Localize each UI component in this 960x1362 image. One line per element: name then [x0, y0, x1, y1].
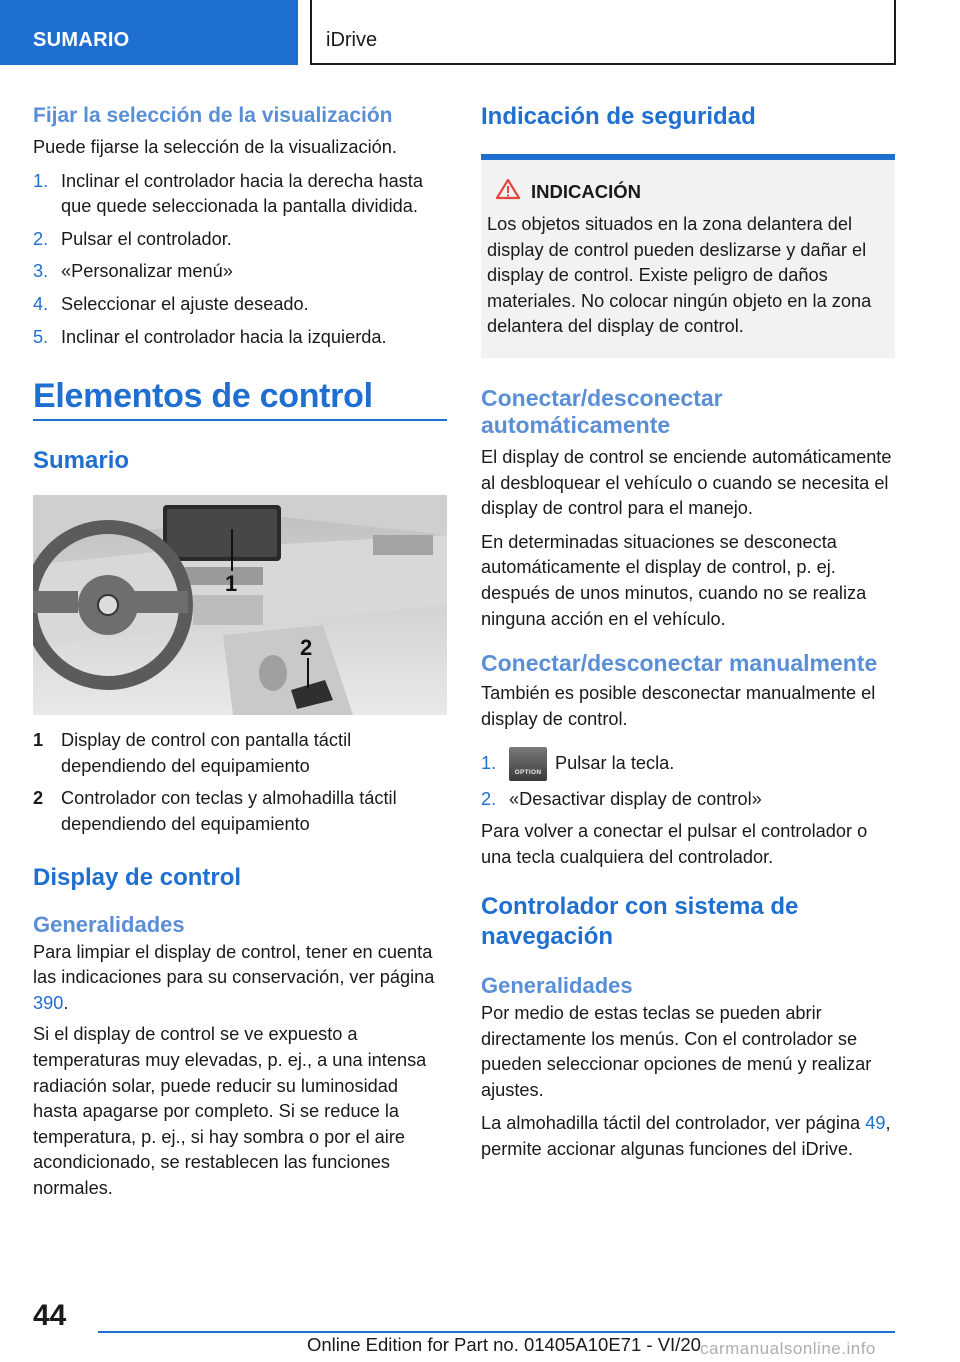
list-item	[33, 728, 447, 779]
notice-box	[481, 154, 895, 358]
display-heading: Display de control	[33, 863, 242, 891]
legend-number: 2	[33, 788, 44, 809]
photo-legend	[33, 728, 447, 837]
fix-selection-intro: Puede fijarse la selección de la visualización.	[33, 137, 397, 157]
page-link-49[interactable]: 49	[865, 1113, 886, 1134]
nav-paragraph-1: Por medio de estas teclas se pueden abrir directamente los menús. Con el controlador se pueden seleccionar opciones de menú y realizar ajustes.	[481, 1003, 872, 1100]
warning-triangle-icon	[495, 178, 521, 206]
safety-heading: Indicación de seguridad	[481, 103, 756, 130]
list-item	[33, 169, 447, 220]
header-tab-label: SUMARIO	[33, 29, 130, 51]
step-number: 4.	[33, 293, 49, 314]
nav-general-heading: Generalidades	[481, 973, 633, 999]
watermark: carmanualsonline.info	[700, 1339, 876, 1358]
auto-paragraph-2: En determinadas situaciones se desconecta automáticamente el display de control, p. ej. después de unos minutos, cuando no se realiza ninguna acción en el vehículo.	[481, 531, 867, 629]
left-column	[33, 96, 447, 1201]
list-item	[33, 786, 447, 837]
manual-outro: Para volver a conectar el pulsar el controlador o una tecla cualquiera del controlador.	[481, 820, 868, 867]
general-p1-end: .	[63, 992, 69, 1013]
step-text: «Desactivar display de control»	[509, 789, 762, 810]
footer-edition: Online Edition for Part no. 01405A10E71 - VI/20	[307, 1334, 701, 1355]
summary-heading: Sumario	[33, 447, 130, 475]
general-p1-text: Para limpiar el display de control, tener en cuenta las indicaciones para su conservación, ver página	[33, 941, 435, 988]
fix-selection-steps	[33, 169, 447, 351]
step-text: Pulsar la tecla.	[555, 753, 675, 774]
cockpit-photo	[33, 495, 447, 715]
step-number: 5.	[33, 326, 49, 347]
header-tab-summary[interactable]	[0, 0, 298, 65]
notice-title-row	[487, 178, 887, 206]
step-number: 2.	[481, 789, 497, 810]
list-item	[33, 259, 447, 285]
step-number: 3.	[33, 261, 49, 282]
manual-steps	[481, 747, 895, 813]
list-item	[481, 787, 895, 813]
nav-paragraph-2	[481, 1111, 895, 1162]
callout-2: 2	[300, 635, 313, 661]
footer-rule	[98, 1331, 895, 1333]
step-number: 1.	[481, 753, 497, 774]
step-text: Inclinar el controlador hacia la izquierda.	[61, 326, 387, 347]
notice-body: Los objetos situados en la zona delantera del display de control pueden deslizarse y dañar el display de control. Existe peligro de daños materiales. No colocar ningún objeto en la zona delantera del display de control.	[487, 214, 872, 337]
list-item	[33, 292, 447, 318]
nav-p2-text: La almohadilla táctil del controlador, ver página	[481, 1113, 866, 1134]
list-item	[33, 325, 447, 351]
manual-heading: Conectar/desconectar manualmente	[481, 650, 878, 677]
step-number: 1.	[33, 170, 49, 191]
general-paragraph-1	[33, 940, 447, 1017]
page-link-390[interactable]: 390	[33, 992, 64, 1013]
auto-paragraph-1: El display de control se enciende automáticamente al desbloquear el vehículo o cuando se necesita el display de control para el manejo.	[481, 446, 892, 519]
legend-text: Display de control con pantalla táctil dependiendo del equipamiento	[61, 730, 352, 776]
step-text: Pulsar el controlador.	[61, 228, 232, 249]
header-section-title: iDrive	[326, 29, 378, 51]
list-item	[481, 747, 895, 781]
callout-1: 1	[225, 571, 238, 597]
legend-number: 1	[33, 730, 44, 751]
cockpit-illustration	[33, 495, 447, 715]
manual-intro: También es posible desconectar manualmente el display de control.	[481, 683, 876, 729]
step-text: Seleccionar el ajuste deseado.	[61, 293, 309, 314]
chapter-rule	[33, 419, 447, 421]
right-column	[481, 96, 895, 1163]
chapter-title: Elementos de control	[33, 377, 373, 416]
option-button-icon: OPTION	[509, 747, 547, 781]
general-heading: Generalidades	[33, 911, 185, 937]
fix-selection-heading: Fijar la selección de la visualización	[33, 104, 393, 127]
general-paragraph-2: Si el display de control se ve expuesto a temperaturas muy elevadas, p. ej., a una intensa radiación solar, puede reducir su luminosidad hasta apagarse por completo. Si se reduce la temperatura, p. ej., si hay sombra o por el aire acondicionado, se restablecen las funciones normales.	[33, 1024, 427, 1198]
page-number: 44	[33, 1299, 67, 1332]
step-number: 2.	[33, 228, 49, 249]
legend-text: Controlador con teclas y almohadilla táctil dependiendo del equipamiento	[61, 788, 397, 834]
step-text: Inclinar el controlador hacia la derecha hasta que quede seleccionada la pantalla dividida.	[61, 170, 423, 217]
step-text: «Personalizar menú»	[61, 261, 233, 282]
header-section-box	[310, 0, 896, 65]
nav-p2-end: , permite accionar algunas funciones del iDrive.	[481, 1113, 891, 1160]
notice-title: INDICACIÓN	[531, 181, 641, 202]
nav-heading: Controlador con sistema de navegación	[481, 893, 799, 951]
list-item	[33, 227, 447, 253]
auto-heading: Conectar/desconectar automáticamente	[481, 384, 723, 438]
